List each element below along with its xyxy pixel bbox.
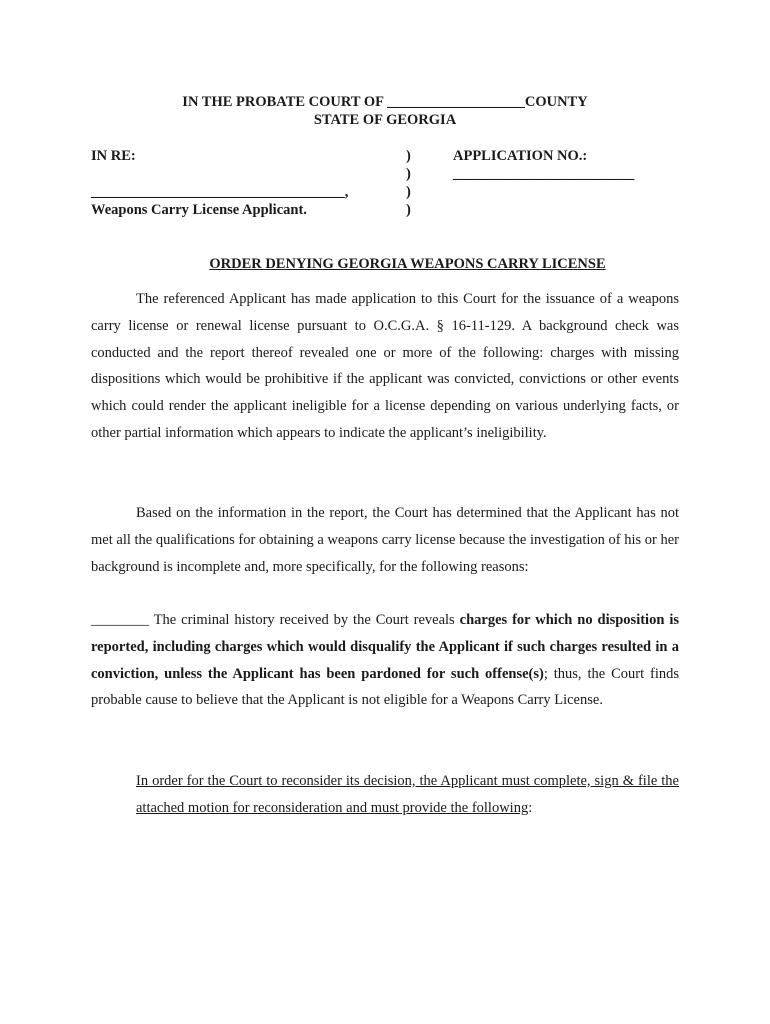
application-no-label: APPLICATION NO.: [453, 148, 588, 164]
state-heading: STATE OF GEORGIA [313, 112, 457, 128]
paragraph-reasons [91, 607, 679, 714]
reconsideration-colon: : [528, 799, 533, 816]
reason-conclusion-text: ; thus, the Court finds probable cause to believe that the Applicant is not eligible for a Weapons Carry License. [91, 665, 679, 709]
in-re-label: IN RE: [91, 148, 136, 164]
reason-intro-text: The criminal history received by the Court reveals [149, 612, 460, 628]
paragraph-text [91, 607, 679, 714]
caption-paren: ) [406, 184, 411, 200]
reason-bold-text: charges for which no disposition is reported, including charges which would disqualify the Applicant if such charges resulted in a conviction, unless the Applicant has been pardoned for such offense(s) [91, 612, 679, 682]
court-heading: IN THE PROBATE COURT OF ___________________COUNTY [182, 94, 588, 110]
paragraph-background-check [91, 286, 679, 447]
paragraph-reconsideration [136, 768, 679, 822]
caption-paren: ) [406, 166, 411, 182]
paragraph-text: The referenced Applicant has made application to this Court for the issuance of a weapons carry license or renewal license pursuant to O.C.G.A. § 16-11-129. A background check was conducted and the report thereof revealed one or more of the following: charges with missing dispositions which would be prohibitive if the applicant was convicted, convictions or other events which could render the applicant ineligible for a license depending on various underlying facts, or other partial information which appears to indicate the applicant’s ineligibility. [91, 291, 679, 441]
checkbox-blank-line: ________ [91, 612, 149, 628]
paragraph-text [136, 768, 679, 822]
reconsideration-instruction: In order for the Court to reconsider its decision, the Applicant must complete, sign & file the attached motion for reconsideration and must provide the following [136, 773, 679, 816]
applicant-name-line: ___________________________________, [91, 184, 349, 200]
caption-paren: ) [406, 202, 411, 218]
application-no-line: _________________________ [453, 166, 635, 182]
paragraph-text: Based on the information in the report, the Court has determined that the Applicant has not met all the qualifications for obtaining a weapons carry license because the investigation of his or her background is incomplete and, more specifically, for the following reasons: [91, 505, 679, 575]
applicant-label: Weapons Carry License Applicant. [91, 202, 307, 218]
order-title: ORDER DENYING GEORGIA WEAPONS CARRY LICENSE [209, 256, 606, 272]
caption-paren: ) [406, 148, 411, 164]
paragraph-determination [91, 500, 679, 580]
